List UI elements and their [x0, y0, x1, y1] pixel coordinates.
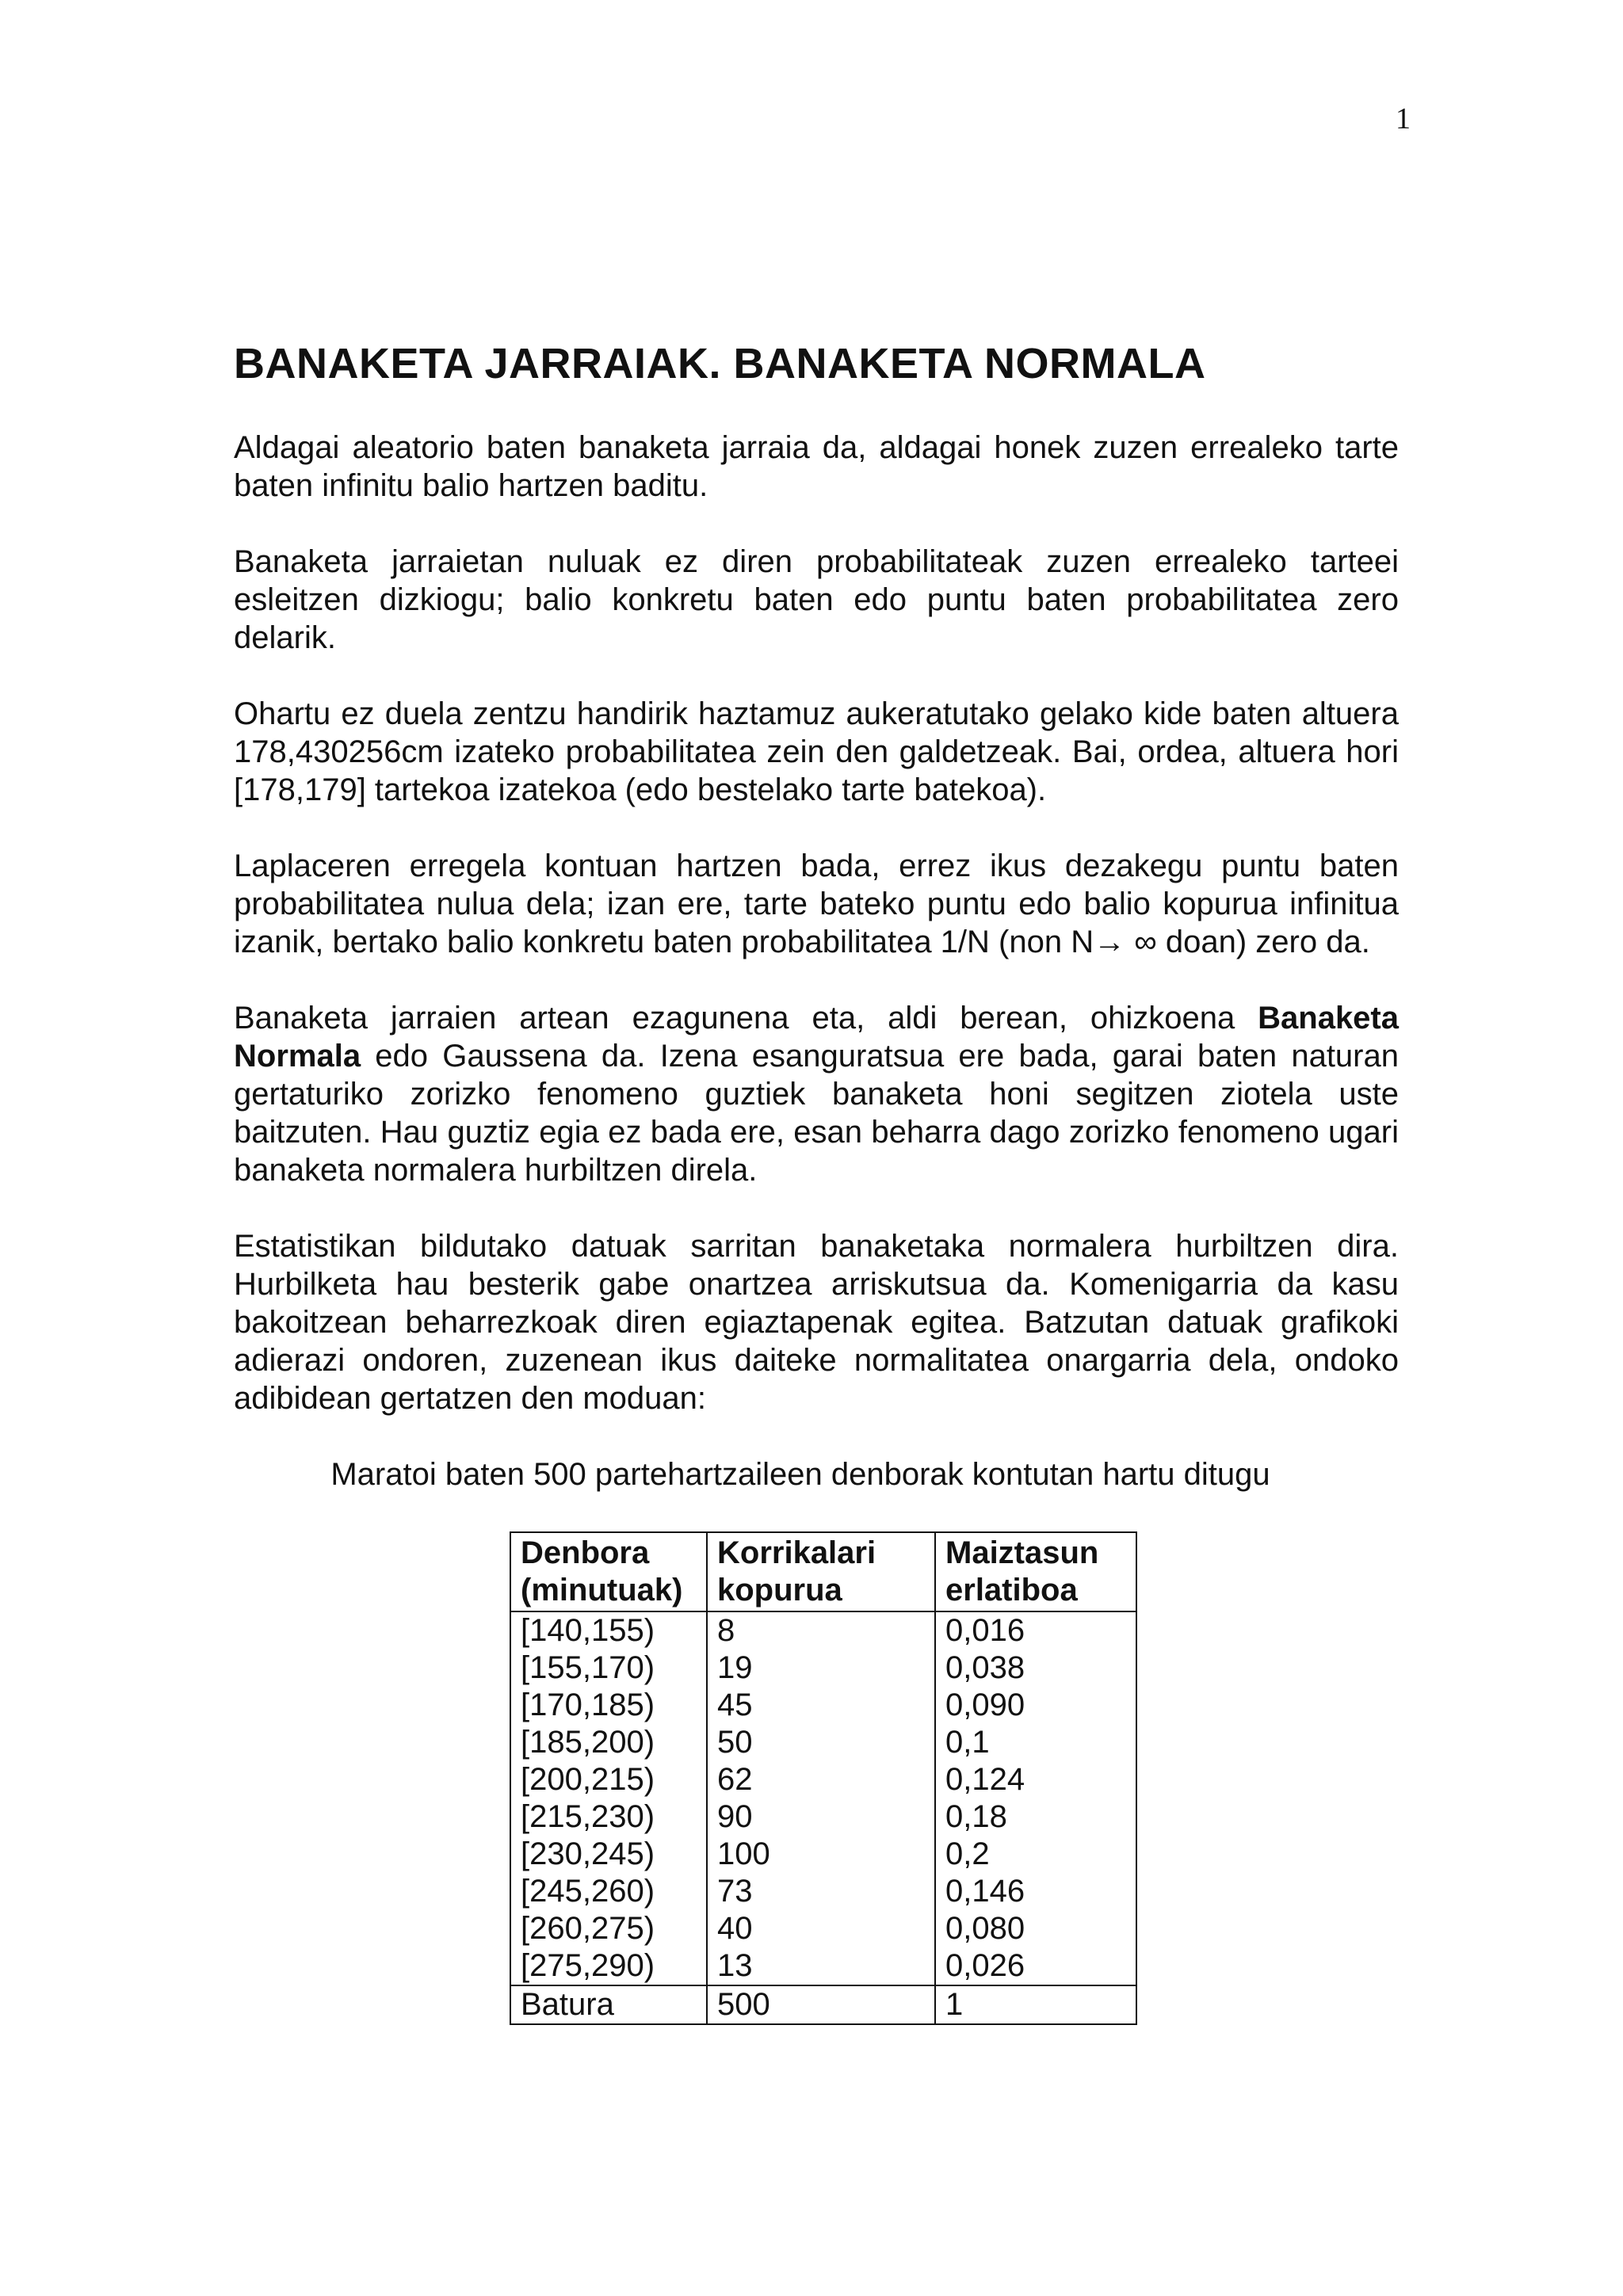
cell-total-label: Batura	[510, 1985, 707, 2024]
table-row	[510, 1761, 1136, 1798]
paragraph-4-text-b: doan) zero da.	[1156, 925, 1370, 960]
table-row	[510, 1798, 1136, 1836]
header-korrikalari: Korrikalari kopurua	[707, 1532, 935, 1611]
paragraph-5-bold-term: Banaketa Normala	[234, 1001, 1399, 1074]
cell-total-count: 500	[707, 1985, 935, 2024]
header-denbora: Denbora (minutuak)	[510, 1532, 707, 1611]
cell-frequency: 0,2	[935, 1836, 1136, 1873]
table-row	[510, 1947, 1136, 1985]
cell-interval: [230,245)	[510, 1836, 707, 1873]
paragraph-4-text-a: Laplaceren erregela kontuan hartzen bada, errez ikus dezakegu puntu baten probabilitatea nulua dela; izan ere, tarte bateko puntu edo balio kopurua infinitua izanik, bertako balio konkretu baten probabilitatea 1/N (non N	[234, 849, 1399, 960]
cell-frequency: 0,026	[935, 1947, 1136, 1985]
table-row	[510, 1724, 1136, 1761]
paragraph-2: Banaketa jarraietan nuluak ez diren probabilitateak zuzen errealeko tarteei esleitzen dizkiogu; balio konkretu baten edo puntu baten probabilitatea zero delarik.	[234, 544, 1399, 656]
cell-frequency: 0,080	[935, 1910, 1136, 1947]
cell-interval: [260,275)	[510, 1910, 707, 1947]
marathon-times-table	[510, 1531, 1137, 2025]
document-body	[234, 341, 1399, 2025]
cell-interval: [185,200)	[510, 1724, 707, 1761]
cell-frequency: 0,146	[935, 1873, 1136, 1910]
cell-frequency: 0,038	[935, 1650, 1136, 1687]
table-row	[510, 1611, 1136, 1650]
table-row	[510, 1873, 1136, 1910]
cell-frequency: 0,18	[935, 1798, 1136, 1836]
paragraph-5-text-b: edo Gaussena da. Izena esanguratsua ere bada, garai baten naturan gertaturiko zorizko fenomeno guztiek banaketa honi segitzen ziotela uste baitzuten. Hau guztiz egia ez bada ere, esan beharra dago zorizko fenomeno ugari banaketa normalera hurbiltzen direla.	[234, 1039, 1399, 1188]
paragraph-1: Aldagai aleatorio baten banaketa jarraia da, aldagai honek zuzen errealeko tarte baten infinitu balio hartzen baditu.	[234, 430, 1399, 504]
cell-count: 45	[707, 1687, 935, 1724]
arrow-infinity-symbol: → ∞	[1094, 925, 1157, 960]
cell-interval: [200,215)	[510, 1761, 707, 1798]
cell-frequency: 0,124	[935, 1761, 1136, 1798]
cell-count: 62	[707, 1761, 935, 1798]
cell-count: 73	[707, 1873, 935, 1910]
table-row	[510, 1687, 1136, 1724]
header-maiztasun: Maiztasun erlatiboa	[935, 1532, 1136, 1611]
cell-count: 40	[707, 1910, 935, 1947]
paragraph-6: Estatistikan bildutako datuak sarritan banaketaka normalera hurbiltzen dira. Hurbilketa hau besterik gabe onartzea arriskutsua da. Komenigarria da kasu bakoitzean beharrezkoak diren egiaztapenak egitea. Batzutan datuak grafikoki adierazi ondoren, zuzenean ikus daiteke normalitatea onargarria dela, ondoko adibidean gertatzen den moduan:	[234, 1229, 1399, 1417]
table-row	[510, 1910, 1136, 1947]
table-row	[510, 1836, 1136, 1873]
page-number: 1	[1396, 102, 1411, 135]
cell-count: 19	[707, 1650, 935, 1687]
paragraph-4	[234, 847, 1399, 961]
table-header-row	[510, 1532, 1136, 1611]
cell-count: 8	[707, 1611, 935, 1650]
paragraph-5-text-a: Banaketa jarraien artean ezagunena eta, aldi berean, ohizkoena	[234, 1001, 1258, 1036]
paragraph-3: Ohartu ez duela zentzu handirik haztamuz aukeratutako gelako kide baten altuera 178,430256cm izateko probabilitatea zein den galdetzeak. Bai, ordea, altuera hori [178,179] tartekoa izatekoa (edo bestelako tarte batekoa).	[234, 696, 1399, 808]
table-total-row	[510, 1985, 1136, 2024]
cell-frequency: 0,016	[935, 1611, 1136, 1650]
document-title: BANAKETA JARRAIAK. BANAKETA NORMALA	[234, 340, 1206, 387]
cell-interval: [275,290)	[510, 1947, 707, 1985]
cell-interval: [215,230)	[510, 1798, 707, 1836]
cell-interval: [140,155)	[510, 1611, 707, 1650]
cell-frequency: 0,1	[935, 1724, 1136, 1761]
cell-total-frequency: 1	[935, 1985, 1136, 2024]
paragraph-5	[234, 999, 1399, 1189]
cell-count: 50	[707, 1724, 935, 1761]
cell-count: 13	[707, 1947, 935, 1985]
cell-interval: [170,185)	[510, 1687, 707, 1724]
table-row	[510, 1650, 1136, 1687]
cell-count: 100	[707, 1836, 935, 1873]
cell-frequency: 0,090	[935, 1687, 1136, 1724]
cell-interval: [245,260)	[510, 1873, 707, 1910]
cell-count: 90	[707, 1798, 935, 1836]
cell-interval: [155,170)	[510, 1650, 707, 1687]
table-caption: Maratoi baten 500 partehartzaileen denborak kontutan hartu ditugu	[330, 1457, 1270, 1493]
